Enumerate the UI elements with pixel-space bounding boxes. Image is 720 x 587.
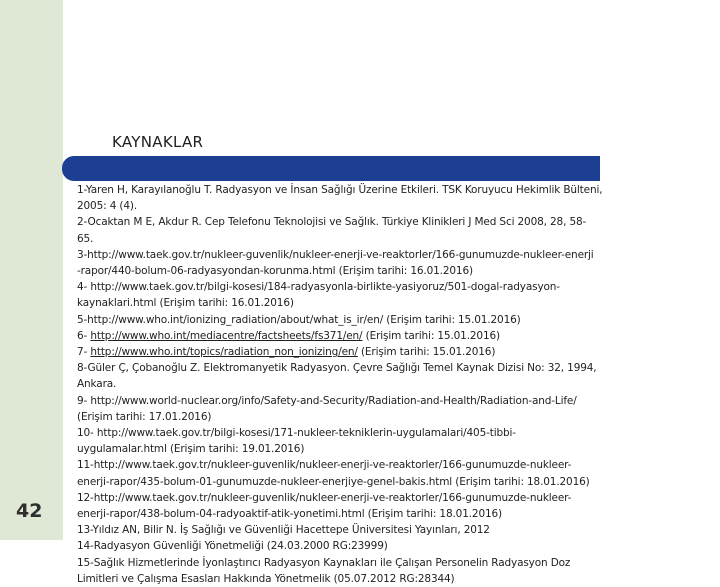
reference-line: 10- http://www.taek.gov.tr/bilgi-kosesi/171-nukleer-tekniklerin-uygulamalari/405-tibbi- [77, 427, 516, 440]
reference-line: 2005: 4 (4). [77, 200, 138, 213]
reference-line: Ankara. [77, 378, 117, 391]
reference-link[interactable]: http://www.who.int/mediacentre/factsheets/fs371/en/ [90, 329, 363, 342]
reference-line: -rapor/440-bolum-06-radyasyondan-korunma.html (Erişim tarihi: 16.01.2016) [77, 265, 473, 278]
reference-line: 8-Güler Ç, Çobanoğlu Z. Elektromanyetik Radyasyon. Çevre Sağlığı Temel Kaynak Dizisi No: 32, 1994, [77, 362, 597, 375]
slide-title: KAYNAKLAR [112, 133, 204, 151]
reference-number: 7- [77, 346, 91, 359]
reference-line: enerji-rapor/435-bolum-01-gunumuzde-nukleer-enerjiye-genel-bakis.html (Erişim tarihi: 18.01.2016) [77, 475, 590, 488]
reference-link[interactable]: http://www.who.int/topics/radiation_non_ionizing/en/ [90, 346, 358, 359]
reference-line: 14-Radyasyon Güvenliği Yönetmeliği (24.03.2000 RG:23999) [77, 540, 388, 553]
reference-line: uygulamalar.html (Erişim tarihi: 19.01.2016) [77, 443, 305, 456]
reference-line: 15-Sağlık Hizmetlerinde İyonlaştırıcı Radyasyon Kaynakları ile Çalışan Personelin Radyasyon Doz [77, 556, 571, 569]
reference-line [77, 344, 717, 360]
page-number: 42 [16, 500, 43, 522]
reference-line: 65. [77, 232, 94, 245]
reference-line: 12-http://www.taek.gov.tr/nukleer-guvenlik/nukleer-enerji-ve-reaktorler/166-gunumuzde-nukleer- [77, 491, 572, 504]
reference-line: (Erişim tarihi: 17.01.2016) [77, 410, 212, 423]
side-bar-divider [63, 0, 65, 540]
reference-number: 6- [77, 329, 91, 342]
reference-line: 13-Yıldız AN, Bilir N. İş Sağlığı ve Güvenliği Hacettepe Üniversitesi Yayınları, 2012 [77, 524, 490, 537]
side-decoration-bar [0, 0, 63, 540]
reference-line: 9- http://www.world-nuclear.org/info/Safety-and-Security/Radiation-and-Health/Radiation-and-Life/ [77, 394, 577, 407]
reference-line: 4- http://www.taek.gov.tr/bilgi-kosesi/184-radyasyonla-birlikte-yasiyoruz/501-dogal-radyasyon- [77, 281, 560, 294]
reference-line [77, 328, 717, 344]
reference-line: Limitleri ve Çalışma Esasları Hakkında Yönetmelik (05.07.2012 RG:28344) [77, 572, 455, 585]
reference-line: 1-Yaren H, Karayılanoğlu T. Radyasyon ve İnsan Sağlığı Üzerine Etkileri. TSK Koruyucu Hekimlik Bülteni, [77, 184, 603, 196]
reference-line: 2-Ocaktan M E, Akdur R. Cep Telefonu Teknolojisi ve Sağlık. Türkiye Klinikleri J Med Sci 2008, 28, 58- [77, 216, 587, 229]
reference-line: 11-http://www.taek.gov.tr/nukleer-guvenlik/nukleer-enerji-ve-reaktorler/166-gunumuzde-nukleer- [77, 459, 572, 472]
reference-line: 5-http://www.who.int/ionizing_radiation/about/what_is_ir/en/ (Erişim tarihi: 15.01.2016) [77, 313, 521, 326]
title-accent-bar [82, 156, 600, 181]
reference-access-date: (Erişim tarihi: 15.01.2016) [362, 329, 500, 342]
reference-line: enerji-rapor/438-bolum-04-radyoaktif-atik-yonetimi.html (Erişim tarihi: 18.01.2016) [77, 508, 502, 521]
reference-line: 3-http://www.taek.gov.tr/nukleer-guvenlik/nukleer-enerji-ve-reaktorler/166-gunumuzde-nukleer-enerji [77, 248, 594, 261]
reference-list [77, 182, 717, 587]
reference-access-date: (Erişim tarihi: 15.01.2016) [357, 346, 496, 359]
reference-line: kaynaklari.html (Erişim tarihi: 16.01.2016) [77, 297, 294, 310]
